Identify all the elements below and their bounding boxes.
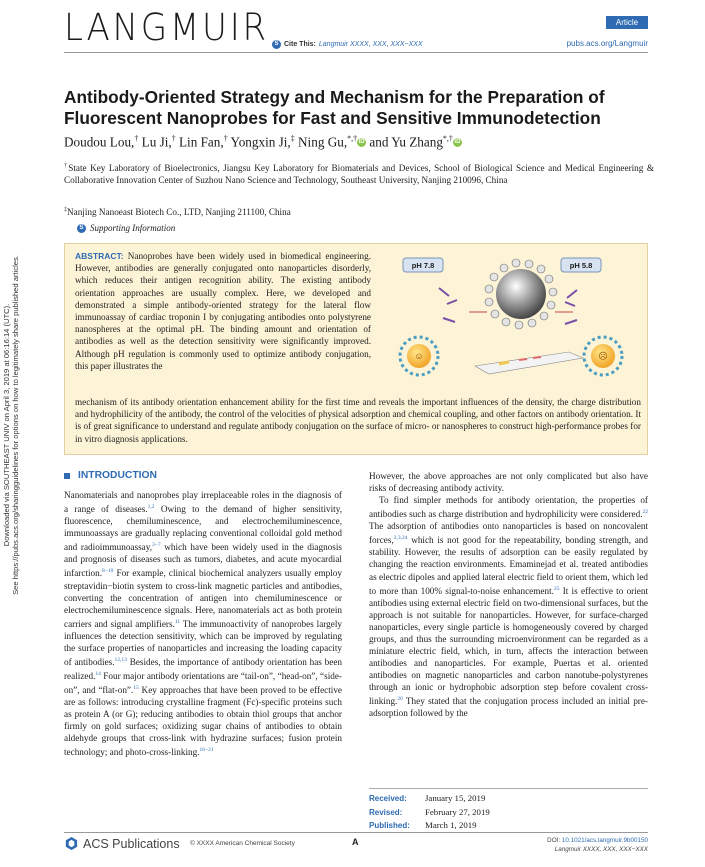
acs-hexagon-icon: [64, 836, 79, 851]
article-type-badge: Article: [606, 16, 648, 29]
date-revised: [369, 806, 648, 820]
abstract-body: Nanoprobes have been widely used in biomedical engineering. However, antibodies are generally conjugated onto nanoparticles disorderly, which reduces their antigen recognition ability. The existing antibody orientation approaches are usually complex. Here, we developed and demonstrated a simple antibody-oriented strategy for the lateral flow immunoassay of cardiac troponin I by conjugating antibodies onto polystyrene nanospheres at the optimal pH. The binding amount and orientation of antibodies as well as the detection sensitivity were significantly improved. Although pH regulation is commonly used to optimize antibody conjugation, this paper illustrates the: [75, 251, 372, 371]
author-name[interactable]: Doudou Lou,: [64, 134, 135, 150]
orcid-icon[interactable]: iD: [358, 139, 365, 146]
affiliation-1: [64, 160, 654, 186]
author-name[interactable]: Lin Fan,: [178, 134, 224, 150]
polystyrene-nanosphere: [496, 269, 546, 319]
abstract-text: [75, 250, 371, 372]
acs-publications-logo[interactable]: [64, 836, 180, 851]
author-affil-mark: *,†: [442, 134, 453, 143]
orcid-icon[interactable]: iD: [454, 139, 461, 146]
date-label: Published:: [369, 821, 410, 830]
journal-url[interactable]: pubs.acs.org/Langmuir: [566, 39, 648, 48]
affiliation-mark: ‡: [64, 207, 67, 213]
citation-ref[interactable]: 22: [642, 509, 648, 516]
text-run: It is effective to orient antibodies using external electric field on two-dimensional surfaces, but the approach is not suitable for nanoparticles. However, for surface-charged nanoparticles, every single particle is homogeneously covered by charged groups, and thus the surrounding microenvironment can be regarded as a miniature electric field, which, in turn, affects the interaction between antibodies and nanoparticles. For example, Puertas et al. oriented antibodies on magnetic nanoparticles and carbon nanotube-polystyrenes through an ionic or hydrophobic adsorption step before covalent cross-linking.: [369, 585, 648, 707]
citation-ref[interactable]: 26: [397, 696, 403, 703]
affiliation-text: Nanjing Nanoeast Biotech Co., LTD, Nanjing 211100, China: [67, 207, 291, 218]
cite-this[interactable]: [272, 40, 423, 49]
author-affil-mark: *,†: [347, 134, 358, 143]
author-affil-mark: †: [134, 134, 139, 143]
affiliation-2: [64, 204, 654, 218]
citation-ref[interactable]: 12,13: [114, 656, 127, 663]
doi-link[interactable]: 10.1021/acs.langmuir.9b00150: [561, 837, 648, 844]
section-bullet: [64, 473, 70, 479]
download-notice-line2: See https://pubs.acs.org/sharingguidelines for options on how to legitimately share published articles.: [11, 255, 20, 595]
abstract-continued: mechanism of its antibody orientation enhancement ability for the first time and reveals the important influences of the density, the charge distribution and hydrophilicity of the antibody, the control of the velocities of physical adsorption and chemical coupling, and other factors on antibody orientation. It is of great significance to understand and regulate antibody conjugation on the surface of micro- or nanospheres to construct high-performance probes for in vitro diagnosis applications.: [75, 397, 641, 444]
text-run: which is not good for the repeatability, bonding strength, and stability. However, the results of adsorption can be easily regulated by changing the reaction environments. Emaminejad et al. treated antibodies as electric dipoles and applied lateral electric field to orient them, which led to more than 100% signal-to-noise enhancement.: [369, 535, 648, 596]
author-name[interactable]: Yongxin Ji,: [230, 134, 291, 150]
toc-graphic: [379, 248, 643, 390]
citation-ref[interactable]: 14: [95, 670, 101, 677]
journal-logo[interactable]: LANGMUIR: [64, 6, 269, 49]
text-run: They stated that the conjugation process included an initial pre-adsorption followed by the: [369, 696, 648, 719]
article-title: Antibody-Oriented Strategy and Mechanism for the Preparation of Fluorescent Nanoprobes for Fast and Sensitive Immunodetection: [64, 87, 605, 128]
text-run: Four major antibody orientations are “tail-on”, “head-on”, “side-on”, and “flat-on”.: [64, 671, 342, 696]
supporting-info-label: Supporting Information: [90, 223, 176, 233]
download-notice: [2, 235, 28, 615]
text-run: The adsorption of antibodies onto nanoparticles is based on noncovalent forces,: [369, 521, 648, 546]
ph-left-label: pH 7.8: [411, 261, 435, 270]
intro-paragraph-1-continued: However, the above approaches are not only complicated but also have risks of decreasing antibody activity.: [369, 471, 648, 494]
text-run: The immunoactivity of nanoprobes largely influences the detection sensitivity, which can be improved by regulating the surface properties of nanoparticles and increasing the loading capacity of antibodies.: [64, 618, 342, 667]
date-value: March 1, 2019: [425, 820, 477, 830]
supporting-information-link[interactable]: [77, 223, 175, 233]
text-run: For example, clinical biochemical analyzers usually employ streptavidin−biotin system to cross-link magnetic particles and antibodies, converting the concentration of antigen into chemiluminescence or electrochemiluminescence signals. Here, nanomaterials act as both protein carriers and signal amplifiers.: [64, 568, 342, 629]
citation-ref[interactable]: 25: [553, 585, 560, 592]
text-run: Owing to the demand of higher sensitivity, fluorescence, chemiluminescence, and electrochemiluminescence, immunoassays are gradually replacing conventional colloidal gold method and radioimmunoassay,: [64, 504, 342, 553]
introduction-heading: [64, 470, 157, 481]
cite-label: Cite This:: [284, 41, 316, 48]
supporting-info-icon: S: [77, 224, 86, 233]
doi-label: DOI:: [547, 837, 561, 844]
svg-text:☹: ☹: [598, 351, 608, 361]
citation-ref[interactable]: 2,3,24: [393, 535, 408, 542]
download-notice-line1: Downloaded via SOUTHEAST UNIV on April 3, 2019 at 06:16:14 (UTC).: [2, 303, 11, 547]
text-run: Key approaches that have been proved to be effective are as follows: introducing crystalline fragment (Fc)-specific proteins such as protein A (or G); reducing antibodies to obtain thiol groups that anchor firmly on gold surfaces; oxidizing sugar chains of antibodies to obtain aldehyde groups that cross-link with hydrazine surfaces; fusion protein technology; and photo-cross-linking.: [64, 685, 342, 758]
date-value: February 27, 2019: [425, 806, 490, 817]
publication-dates: [369, 788, 648, 833]
text-run: Nanomaterials and nanoprobes play irreplaceable roles in the diagnosis of a range of diseases.: [64, 490, 342, 515]
section-title: INTRODUCTION: [78, 470, 157, 481]
citation-ref[interactable]: 16−21: [199, 747, 214, 754]
header-divider: [64, 52, 648, 53]
date-published: [369, 819, 648, 833]
author-name[interactable]: Lu Ji,: [141, 134, 172, 150]
cite-icon: S: [272, 40, 281, 49]
author-affil-mark: ‡: [290, 134, 295, 143]
affiliation-mark: †: [64, 163, 69, 169]
intro-paragraph-1: [64, 489, 342, 758]
footer-divider: [64, 832, 648, 833]
citation-ref[interactable]: 15: [133, 685, 139, 692]
text-run: which have been widely used in the diagnosis and prognosis of diseases such as tumors, diabetes, and acute myocardial infarction.: [64, 542, 342, 579]
citation-ref[interactable]: 8−10: [102, 568, 114, 575]
citation-ref[interactable]: 3−7: [152, 542, 161, 549]
text-run: To find simpler methods for antibody orientation, the properties of antibodies such as charge distribution and hydrophilicity were considered.: [369, 495, 648, 520]
page-number: A: [352, 837, 359, 847]
citation-ref[interactable]: 1,2: [147, 504, 155, 511]
footer-citation: Langmuir XXXX, XXX, XXX−XXX: [554, 845, 648, 853]
affiliation-text: State Key Laboratory of Bioelectronics, Jiangsu Key Laboratory for Biomaterials and Devices, School of Biological Science and Medical Engineering & Collaborative Innovation Center of Suzhou Nano Science and Technology, Southeast University, Nanjing 210096, China: [64, 163, 655, 186]
citation-ref[interactable]: 11: [174, 618, 181, 625]
intro-paragraph-2: [369, 494, 648, 719]
left-column: [64, 489, 342, 758]
date-received: [369, 792, 648, 806]
author-name[interactable]: and Yu Zhang: [369, 134, 443, 150]
text-run: Besides, the importance of antibody orientation has been realized.: [64, 656, 343, 682]
cite-reference: Langmuir XXXX, XXX, XXX−XXX: [318, 41, 423, 48]
ph-right-label: pH 5.8: [569, 261, 593, 270]
abstract-label: ABSTRACT:: [75, 251, 124, 261]
svg-text:☺: ☺: [414, 351, 424, 361]
date-value: January 15, 2019: [425, 793, 486, 803]
right-column: [369, 470, 648, 719]
copyright: © XXXX American Chemical Society: [190, 840, 295, 847]
doi-block: [547, 837, 648, 854]
date-label: Received:: [369, 794, 407, 803]
author-affil-mark: †: [171, 134, 176, 143]
author-list: [64, 134, 462, 150]
author-affil-mark: †: [223, 134, 228, 143]
date-label: Revised:: [369, 807, 403, 817]
acs-publications-label: ACS Publications: [83, 836, 180, 851]
author-name[interactable]: Ning Gu,: [298, 134, 348, 150]
